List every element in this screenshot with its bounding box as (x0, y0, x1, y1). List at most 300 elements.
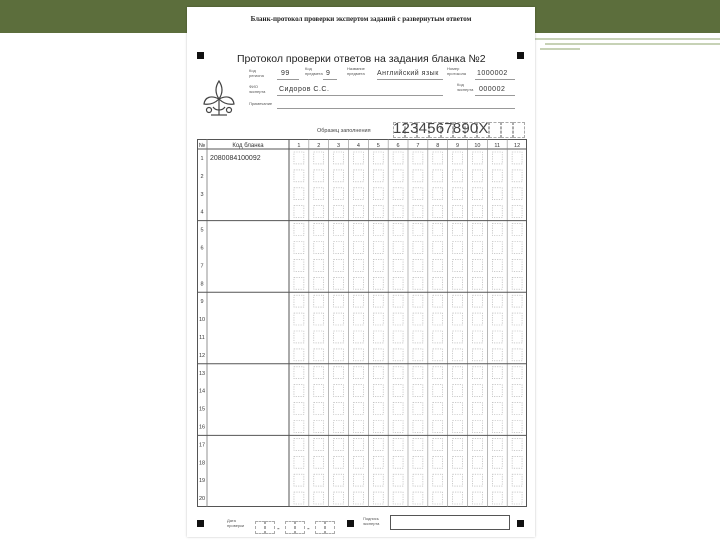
score-cell-box (413, 349, 423, 361)
score-cell-box (334, 331, 344, 343)
score-cell-box (492, 170, 502, 182)
score-cell-box (472, 152, 482, 164)
score-cell-box (512, 206, 522, 218)
score-cell-box (353, 403, 363, 415)
score-cell-box (453, 259, 463, 271)
protocol-grid (197, 139, 527, 507)
score-cell-box (294, 295, 304, 307)
score-cell-box (393, 188, 403, 200)
score-cell-box (393, 152, 403, 164)
row-number: 5 (200, 227, 204, 234)
score-cell-box (512, 152, 522, 164)
score-cell-box (512, 313, 522, 325)
score-cell-box (413, 438, 423, 450)
score-cell-box (294, 242, 304, 254)
score-cell-box (492, 385, 502, 397)
score-cell-box (433, 313, 443, 325)
score-cell-box (373, 438, 383, 450)
signature-field[interactable] (390, 515, 510, 530)
score-cell-box (334, 242, 344, 254)
row-number: 10 (198, 317, 206, 324)
score-cell-box (393, 349, 403, 361)
score-cell-box (492, 438, 502, 450)
score-cell-box (294, 456, 304, 468)
score-cell-box (472, 367, 482, 379)
date-month-box[interactable] (295, 521, 305, 534)
score-cell-box (314, 474, 324, 486)
score-cell-box (453, 277, 463, 289)
check-date-label: Дата проверки (227, 518, 245, 528)
score-cell-box (492, 492, 502, 504)
score-cell-box (353, 349, 363, 361)
score-cell-box (373, 331, 383, 343)
score-cell-box (433, 242, 443, 254)
expert-code-value: 000002 (479, 86, 506, 93)
score-cell-box (373, 421, 383, 433)
score-cell-box (373, 456, 383, 468)
score-cell-box (373, 313, 383, 325)
row-number: 4 (200, 209, 204, 216)
score-cell-box (413, 313, 423, 325)
score-cell-box (314, 331, 324, 343)
score-cell-box (393, 474, 403, 486)
score-cell-box (373, 349, 383, 361)
header-task-number: 8 (436, 143, 440, 149)
row-number: 19 (198, 478, 206, 485)
field-underline (377, 79, 443, 80)
score-cell-box (413, 367, 423, 379)
score-cell-box (413, 421, 423, 433)
score-cell-box (334, 492, 344, 504)
score-cell-box (334, 385, 344, 397)
score-cell-box (334, 259, 344, 271)
score-cell-box (353, 492, 363, 504)
score-cell-box (492, 349, 502, 361)
score-cell-box (353, 438, 363, 450)
score-cell-box (294, 385, 304, 397)
score-cell-box (314, 438, 324, 450)
score-cell-box (453, 152, 463, 164)
score-cell-box (294, 277, 304, 289)
score-cell-box (433, 474, 443, 486)
score-cell-box (334, 206, 344, 218)
score-cell-box (512, 331, 522, 343)
score-cell-box (453, 206, 463, 218)
date-year-box[interactable] (325, 521, 335, 534)
score-cell-box (334, 421, 344, 433)
field-underline (475, 79, 515, 80)
header-task-number: 5 (376, 143, 380, 149)
score-cell-box (492, 313, 502, 325)
score-cell-box (512, 403, 522, 415)
score-cell-box (453, 295, 463, 307)
score-cell-box (492, 188, 502, 200)
score-cell-box (512, 421, 522, 433)
score-cell-box (294, 152, 304, 164)
score-cell-box (413, 331, 423, 343)
subject-code-value: 9 (326, 70, 331, 77)
row-number: 1 (200, 156, 204, 162)
score-cell-box (393, 313, 403, 325)
score-cell-box (353, 242, 363, 254)
score-cell-box (334, 277, 344, 289)
subject-name-value: Английский язык (377, 70, 439, 77)
score-cell-box (433, 170, 443, 182)
score-cell-box (492, 295, 502, 307)
score-cell-box (314, 349, 324, 361)
row-number: 3 (200, 191, 204, 198)
sample-digit-box (501, 122, 513, 138)
score-cell-box (492, 474, 502, 486)
score-cell-box (353, 277, 363, 289)
score-cell-box (373, 259, 383, 271)
score-cell-box (453, 331, 463, 343)
region-label: Код региона (249, 68, 264, 78)
score-cell-box (373, 224, 383, 236)
score-cell-box (393, 456, 403, 468)
score-cell-box (294, 188, 304, 200)
score-cell-box (433, 206, 443, 218)
score-cell-box (373, 277, 383, 289)
score-cell-box (294, 313, 304, 325)
score-cell-box (294, 403, 304, 415)
protocol-number-label: Номер протокола (447, 66, 467, 76)
row-number: 8 (200, 281, 204, 288)
score-cell-box (334, 224, 344, 236)
score-cell-box (512, 349, 522, 361)
row-number: 7 (200, 263, 204, 270)
score-cell-box (373, 188, 383, 200)
score-cell-box (294, 349, 304, 361)
score-cell-box (393, 259, 403, 271)
score-cell-box (334, 152, 344, 164)
region-value: 99 (281, 70, 290, 77)
score-cell-box (433, 492, 443, 504)
score-cell-box (294, 438, 304, 450)
score-cell-box (472, 474, 482, 486)
score-cell-box (373, 403, 383, 415)
score-cell-box (393, 170, 403, 182)
score-cell-box (334, 474, 344, 486)
score-cell-box (453, 474, 463, 486)
score-cell-box (472, 259, 482, 271)
score-cell-box (413, 152, 423, 164)
field-underline (277, 95, 443, 96)
score-cell-box (393, 206, 403, 218)
score-cell-box (373, 367, 383, 379)
document-title: Бланк-протокол проверки экспертом заданий с развернутым ответом (250, 15, 472, 23)
score-cell-box (512, 242, 522, 254)
score-cell-box (373, 385, 383, 397)
score-cell-box (314, 224, 324, 236)
score-cell-box (413, 259, 423, 271)
field-underline (475, 95, 515, 96)
score-cell-box (294, 259, 304, 271)
note-label: Примечание (249, 101, 273, 106)
score-cell-box (472, 277, 482, 289)
score-cell-box (413, 277, 423, 289)
corner-marker (517, 520, 524, 527)
score-cell-box (393, 331, 403, 343)
score-cell-box (492, 206, 502, 218)
score-cell-box (433, 385, 443, 397)
score-cell-box (373, 170, 383, 182)
score-cell-box (512, 385, 522, 397)
score-cell-box (492, 152, 502, 164)
score-cell-box (492, 277, 502, 289)
corner-marker (347, 520, 354, 527)
expert-label: ФИО эксперта (249, 84, 266, 94)
score-cell-box (472, 242, 482, 254)
score-cell-box (433, 152, 443, 164)
score-cell-box (314, 385, 324, 397)
expert-value: Сидоров С.С. (279, 86, 330, 93)
row-blank-code: 2080084100092 (210, 155, 261, 162)
score-cell-box (472, 349, 482, 361)
score-cell-box (413, 242, 423, 254)
score-cell-box (413, 474, 423, 486)
score-cell-box (433, 367, 443, 379)
score-cell-box (314, 259, 324, 271)
score-cell-box (334, 313, 344, 325)
score-cell-box (373, 206, 383, 218)
corner-marker (517, 52, 524, 59)
row-number: 16 (198, 424, 206, 431)
score-cell-box (314, 277, 324, 289)
emblem-icon (201, 77, 237, 121)
row-number: 18 (198, 460, 206, 467)
protocol-title: Протокол проверки ответов на задания бланка №2 (237, 53, 486, 65)
score-cell-box (413, 295, 423, 307)
score-cell-box (334, 367, 344, 379)
score-cell-box (353, 295, 363, 307)
date-day-box[interactable] (265, 521, 275, 534)
score-cell-box (353, 313, 363, 325)
score-cell-box (353, 170, 363, 182)
score-cell-box (453, 438, 463, 450)
score-cell-box (353, 152, 363, 164)
score-cell-box (472, 206, 482, 218)
score-cell-box (334, 456, 344, 468)
protocol-number-value: 1000002 (477, 70, 508, 77)
score-cell-box (433, 295, 443, 307)
score-cell-box (512, 295, 522, 307)
score-cell-box (413, 403, 423, 415)
score-cell-box (453, 456, 463, 468)
score-cell-box (314, 152, 324, 164)
score-cell-box (393, 277, 403, 289)
header-task-number: 6 (396, 143, 400, 149)
field-underline (323, 79, 337, 80)
score-cell-box (314, 456, 324, 468)
score-cell-box (294, 474, 304, 486)
score-cell-box (472, 188, 482, 200)
score-cell-box (433, 438, 443, 450)
score-cell-box (512, 492, 522, 504)
score-cell-box (512, 456, 522, 468)
score-cell-box (294, 492, 304, 504)
score-cell-box (373, 474, 383, 486)
header-blank-code: Код бланка (232, 143, 264, 149)
score-cell-box (472, 438, 482, 450)
subject-name-label: Название предмета (347, 66, 365, 76)
score-cell-box (472, 492, 482, 504)
row-number: 17 (198, 442, 206, 449)
row-number: 20 (198, 496, 206, 503)
score-cell-box (512, 474, 522, 486)
score-cell-box (433, 277, 443, 289)
score-cell-box (353, 474, 363, 486)
score-cell-box (472, 313, 482, 325)
score-cell-box (314, 313, 324, 325)
score-cell-box (334, 403, 344, 415)
score-cell-box (314, 206, 324, 218)
row-number: 11 (199, 335, 205, 341)
header-task-number: 12 (514, 143, 521, 149)
score-cell-box (334, 188, 344, 200)
score-cell-box (512, 438, 522, 450)
score-cell-box (294, 224, 304, 236)
score-cell-box (314, 367, 324, 379)
header-task-number: 1 (297, 143, 301, 149)
decorative-line (535, 38, 720, 40)
score-cell-box (472, 331, 482, 343)
date-year-box[interactable] (315, 521, 325, 534)
score-cell-box (472, 224, 482, 236)
score-cell-box (512, 188, 522, 200)
header-task-number: 10 (474, 143, 481, 149)
row-number: 6 (200, 245, 204, 252)
score-cell-box (413, 385, 423, 397)
score-cell-box (453, 242, 463, 254)
corner-marker (197, 52, 204, 59)
sample-digits: 1234567890X (393, 120, 489, 137)
score-cell-box (393, 403, 403, 415)
score-cell-box (433, 349, 443, 361)
row-number: 14 (198, 388, 206, 395)
score-cell-box (294, 331, 304, 343)
score-cell-box (512, 277, 522, 289)
score-cell-box (373, 492, 383, 504)
score-cell-box (453, 367, 463, 379)
sample-digit-box (513, 122, 525, 138)
decorative-line (540, 48, 580, 50)
score-cell-box (433, 188, 443, 200)
score-cell-box (472, 456, 482, 468)
header-number: № (198, 143, 206, 149)
score-cell-box (353, 206, 363, 218)
header-task-number: 7 (416, 143, 420, 149)
header-task-number: 2 (317, 143, 321, 149)
score-cell-box (353, 456, 363, 468)
score-cell-box (453, 313, 463, 325)
score-cell-box (314, 188, 324, 200)
subject-code-label: Код предмета (305, 66, 323, 76)
score-cell-box (353, 331, 363, 343)
date-day-box[interactable] (255, 521, 265, 534)
row-number: 13 (198, 370, 206, 377)
score-cell-box (294, 367, 304, 379)
score-cell-box (314, 492, 324, 504)
score-cell-box (492, 456, 502, 468)
header-task-number: 4 (356, 143, 360, 149)
score-cell-box (433, 421, 443, 433)
score-cell-box (393, 385, 403, 397)
score-cell-box (353, 259, 363, 271)
score-cell-box (314, 403, 324, 415)
score-cell-box (353, 367, 363, 379)
score-cell-box (512, 170, 522, 182)
score-cell-box (393, 224, 403, 236)
score-cell-box (393, 242, 403, 254)
sample-label: Образец заполнения (317, 128, 371, 134)
decorative-line (545, 43, 720, 45)
score-cell-box (433, 331, 443, 343)
score-cell-box (433, 403, 443, 415)
score-cell-box (492, 242, 502, 254)
row-number: 9 (200, 299, 204, 306)
score-cell-box (334, 438, 344, 450)
note-underline (277, 108, 515, 109)
score-cell-box (433, 224, 443, 236)
score-cell-box (453, 224, 463, 236)
score-cell-box (453, 421, 463, 433)
score-cell-box (314, 170, 324, 182)
row-number: 2 (200, 173, 204, 180)
table-frame (198, 140, 527, 507)
score-cell-box (413, 456, 423, 468)
score-cell-box (492, 259, 502, 271)
row-number: 15 (198, 406, 206, 413)
header-task-number: 3 (337, 143, 341, 149)
score-cell-box (294, 170, 304, 182)
score-cell-box (353, 224, 363, 236)
protocol-document (187, 7, 535, 537)
score-cell-box (433, 259, 443, 271)
score-cell-box (492, 224, 502, 236)
score-cell-box (294, 421, 304, 433)
score-cell-box (512, 367, 522, 379)
expert-code-label: Код эксперта (457, 82, 474, 92)
score-cell-box (353, 385, 363, 397)
header-task-number: 9 (456, 143, 460, 149)
score-cell-box (472, 170, 482, 182)
score-cell-box (373, 152, 383, 164)
row-number: 12 (198, 352, 206, 359)
score-cell-box (334, 295, 344, 307)
score-cell-box (413, 206, 423, 218)
score-cell-box (314, 242, 324, 254)
score-cell-box (393, 438, 403, 450)
score-cell-box (472, 403, 482, 415)
score-cell-box (294, 206, 304, 218)
score-cell-box (492, 367, 502, 379)
score-cell-box (413, 224, 423, 236)
score-cell-box (512, 224, 522, 236)
score-cell-box (413, 188, 423, 200)
date-month-box[interactable] (285, 521, 295, 534)
date-separator: - (277, 524, 280, 533)
score-cell-box (393, 295, 403, 307)
score-cell-box (492, 403, 502, 415)
score-cell-box (353, 421, 363, 433)
score-cell-box (314, 295, 324, 307)
score-cell-box (373, 242, 383, 254)
score-cell-box (453, 492, 463, 504)
score-cell-box (512, 259, 522, 271)
score-cell-box (353, 188, 363, 200)
score-cell-box (453, 385, 463, 397)
